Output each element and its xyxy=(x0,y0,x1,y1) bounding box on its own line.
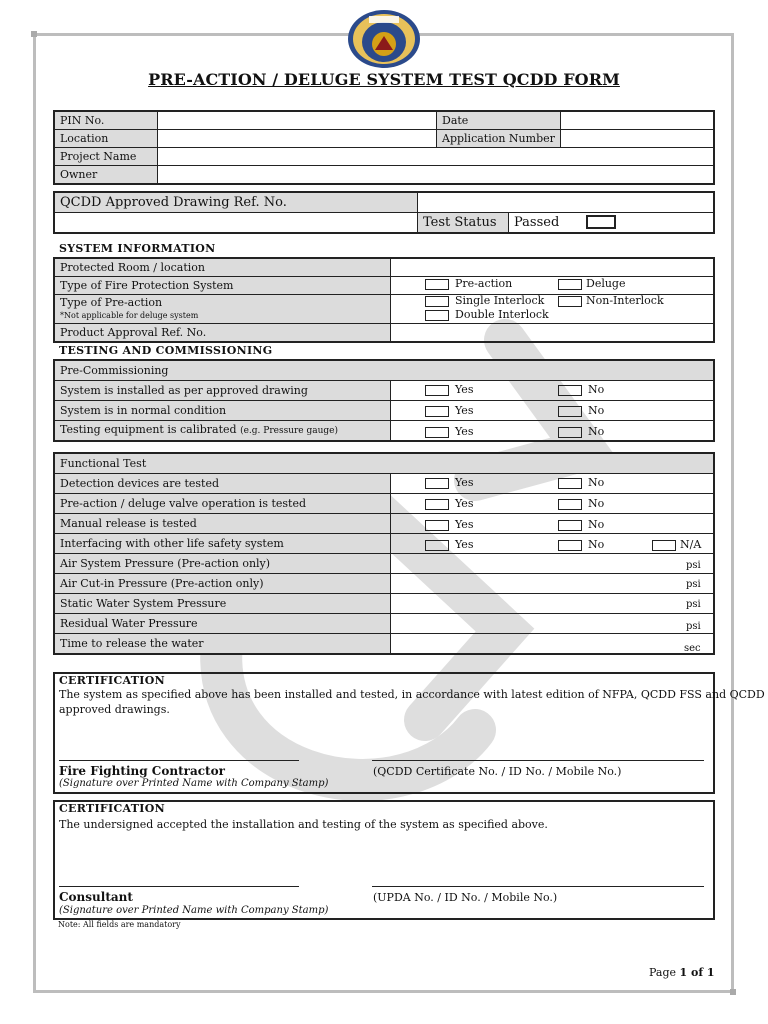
measure-field[interactable] xyxy=(391,574,715,594)
protected-room-field[interactable] xyxy=(391,258,715,277)
drawing-ref-label: QCDD Approved Drawing Ref. No. xyxy=(54,192,418,213)
pin-field[interactable] xyxy=(158,111,437,130)
no-label: No xyxy=(588,538,605,551)
func-item-label: Pre-action / deluge valve operation is tested xyxy=(54,494,391,514)
option-deluge[interactable] xyxy=(558,277,625,290)
non-interlock-checkbox[interactable] xyxy=(558,296,582,307)
unit-label: psi xyxy=(686,599,701,610)
location-label: Location xyxy=(54,130,158,148)
testing-heading: TESTING AND COMMISSIONING xyxy=(59,344,273,357)
passed-checkbox[interactable] xyxy=(586,215,616,229)
pre-commissioning-heading: Pre-Commissioning xyxy=(54,360,714,381)
project-name-field[interactable] xyxy=(158,148,715,166)
spacer-cell xyxy=(54,213,418,234)
yes-checkbox[interactable] xyxy=(425,499,449,510)
yes-option[interactable] xyxy=(425,518,473,531)
signature-line[interactable] xyxy=(59,760,299,761)
protected-room-label: Protected Room / location xyxy=(54,258,391,277)
project-name-label: Project Name xyxy=(54,148,158,166)
test-status-value: Passed xyxy=(514,215,560,230)
func-item-label: Interfacing with other life safety system xyxy=(54,534,391,554)
no-label: No xyxy=(588,425,605,438)
preaction-checkbox[interactable] xyxy=(425,279,449,290)
certification-heading: CERTIFICATION xyxy=(59,674,165,687)
certification-text-line: The undersigned accepted the installation and testing of the system as specified above. xyxy=(59,818,548,831)
yes-checkbox[interactable] xyxy=(425,478,449,489)
yes-label: Yes xyxy=(455,425,474,438)
single-interlock-checkbox[interactable] xyxy=(425,296,449,307)
yes-checkbox[interactable] xyxy=(425,540,449,551)
double-interlock-checkbox[interactable] xyxy=(425,310,449,321)
no-label: No xyxy=(588,476,605,489)
yes-option[interactable] xyxy=(425,476,473,489)
pre-item-label: Testing equipment is calibrated xyxy=(60,423,237,436)
location-field[interactable] xyxy=(158,130,437,148)
form-title: PRE-ACTION / DELUGE SYSTEM TEST QCDD FORM xyxy=(148,70,620,89)
ministry-emblem-icon xyxy=(345,8,423,70)
system-info-heading: SYSTEM INFORMATION xyxy=(59,242,216,255)
no-checkbox[interactable] xyxy=(558,385,582,396)
upda-caption: (UPDA No. / ID No. / Mobile No.) xyxy=(373,891,558,904)
yes-label: Yes xyxy=(455,383,474,396)
preaction-note: *Not applicable for deluge system xyxy=(60,310,199,320)
unit-label: psi xyxy=(686,579,701,590)
unit-label: psi xyxy=(686,560,701,571)
page-of: of xyxy=(687,966,707,979)
no-checkbox[interactable] xyxy=(558,478,582,489)
consultant-title: Consultant xyxy=(59,890,133,904)
mandatory-note: Note: All fields are mandatory xyxy=(58,920,181,929)
page-number xyxy=(649,966,715,979)
no-checkbox[interactable] xyxy=(558,520,582,531)
measure-field[interactable] xyxy=(391,554,715,574)
no-label: No xyxy=(588,404,605,417)
measure-field[interactable] xyxy=(391,634,715,655)
no-checkbox[interactable] xyxy=(558,540,582,551)
date-field[interactable] xyxy=(560,111,714,130)
func-item-label: Manual release is tested xyxy=(54,514,391,534)
pre-item-calibrated-cell xyxy=(54,421,391,442)
measure-label: Air System Pressure (Pre-action only) xyxy=(54,554,391,574)
measure-label: Static Water System Pressure xyxy=(54,594,391,614)
na-label: N/A xyxy=(680,538,702,551)
na-option[interactable] xyxy=(652,538,701,551)
pre-item-label: System is installed as per approved drawing xyxy=(54,381,391,401)
yes-label: Yes xyxy=(455,404,474,417)
no-option[interactable] xyxy=(558,518,604,531)
no-option[interactable] xyxy=(558,538,604,551)
measure-field[interactable] xyxy=(391,594,715,614)
test-status-label: Test Status xyxy=(418,213,509,234)
functional-test-heading: Functional Test xyxy=(54,453,714,474)
pre-item-label: System is in normal condition xyxy=(54,401,391,421)
header-table xyxy=(53,110,715,185)
certification-heading: CERTIFICATION xyxy=(59,802,165,815)
yes-label: Yes xyxy=(455,476,474,489)
option-single-interlock[interactable] xyxy=(425,294,544,307)
preaction-option-label: Pre-action xyxy=(455,277,513,290)
pin-label: PIN No. xyxy=(54,111,158,130)
approval-ref-label: Product Approval Ref. No. xyxy=(54,324,391,343)
yes-option[interactable] xyxy=(425,538,473,551)
yes-checkbox[interactable] xyxy=(425,406,449,417)
pre-commissioning-table xyxy=(53,359,715,442)
measure-label: Time to release the water xyxy=(54,634,391,655)
preaction-type-label: Type of Pre-action xyxy=(60,295,163,309)
yes-option[interactable] xyxy=(425,497,473,510)
yes-checkbox[interactable] xyxy=(425,385,449,396)
page-current: 1 xyxy=(679,966,688,979)
no-label: No xyxy=(588,497,605,510)
measure-label: Air Cut-in Pressure (Pre-action only) xyxy=(54,574,391,594)
no-label: No xyxy=(588,518,605,531)
fire-protection-type-label: Type of Fire Protection System xyxy=(54,277,391,295)
owner-field[interactable] xyxy=(158,166,715,185)
double-interlock-label: Double Interlock xyxy=(455,308,549,321)
page-prefix: Page xyxy=(649,966,680,979)
yes-checkbox[interactable] xyxy=(425,427,449,438)
preaction-type-cell xyxy=(54,295,391,324)
no-option[interactable] xyxy=(558,383,604,396)
yes-option[interactable] xyxy=(425,383,473,396)
certificate-line[interactable] xyxy=(372,760,704,761)
drawing-ref-field[interactable] xyxy=(418,192,715,213)
certificate-caption: (QCDD Certificate No. / ID No. / Mobile No.) xyxy=(373,765,622,778)
yes-label: Yes xyxy=(455,538,474,551)
contractor-title: Fire Fighting Contractor xyxy=(59,764,225,778)
option-non-interlock[interactable] xyxy=(558,294,664,307)
no-checkbox[interactable] xyxy=(558,427,582,438)
no-option[interactable] xyxy=(558,425,604,438)
func-item-label: Detection devices are tested xyxy=(54,474,391,494)
certification-text-line: approved drawings. xyxy=(59,703,170,716)
single-interlock-label: Single Interlock xyxy=(455,294,545,307)
yes-checkbox[interactable] xyxy=(425,520,449,531)
page-total: 1 xyxy=(706,966,715,979)
signature-line[interactable] xyxy=(59,886,299,887)
no-option[interactable] xyxy=(558,497,604,510)
measure-field[interactable] xyxy=(391,614,715,634)
no-checkbox[interactable] xyxy=(558,499,582,510)
functional-test-table xyxy=(53,452,715,655)
measure-label: Residual Water Pressure xyxy=(54,614,391,634)
non-interlock-label: Non-Interlock xyxy=(586,294,664,307)
yes-label: Yes xyxy=(455,518,474,531)
application-number-field[interactable] xyxy=(560,130,714,148)
deluge-checkbox[interactable] xyxy=(558,279,582,290)
deluge-option-label: Deluge xyxy=(586,277,626,290)
contractor-subtitle: (Signature over Printed Name with Company Stamp) xyxy=(59,778,329,789)
date-label: Date xyxy=(437,111,561,130)
owner-label: Owner xyxy=(54,166,158,185)
na-checkbox[interactable] xyxy=(652,540,676,551)
option-double-interlock[interactable] xyxy=(425,308,549,321)
unit-label: psi xyxy=(686,621,701,632)
no-checkbox[interactable] xyxy=(558,406,582,417)
application-number-label: Application Number xyxy=(437,130,561,148)
no-option[interactable] xyxy=(558,476,604,489)
consultant-subtitle: (Signature over Printed Name with Company Stamp) xyxy=(59,905,329,916)
no-label: No xyxy=(588,383,605,396)
yes-option[interactable] xyxy=(425,404,473,417)
approval-ref-field[interactable] xyxy=(391,324,715,343)
calibration-note: (e.g. Pressure gauge) xyxy=(240,426,339,436)
yes-label: Yes xyxy=(455,497,474,510)
certification-text-line: The system as specified above has been installed and tested, in accordance with latest edition of NFPA, QCDD FSS and QCDD xyxy=(59,688,765,701)
unit-label: sec xyxy=(684,643,701,654)
upda-line[interactable] xyxy=(372,886,704,887)
option-preaction[interactable] xyxy=(425,277,512,290)
yes-option[interactable] xyxy=(425,425,473,438)
no-option[interactable] xyxy=(558,404,604,417)
